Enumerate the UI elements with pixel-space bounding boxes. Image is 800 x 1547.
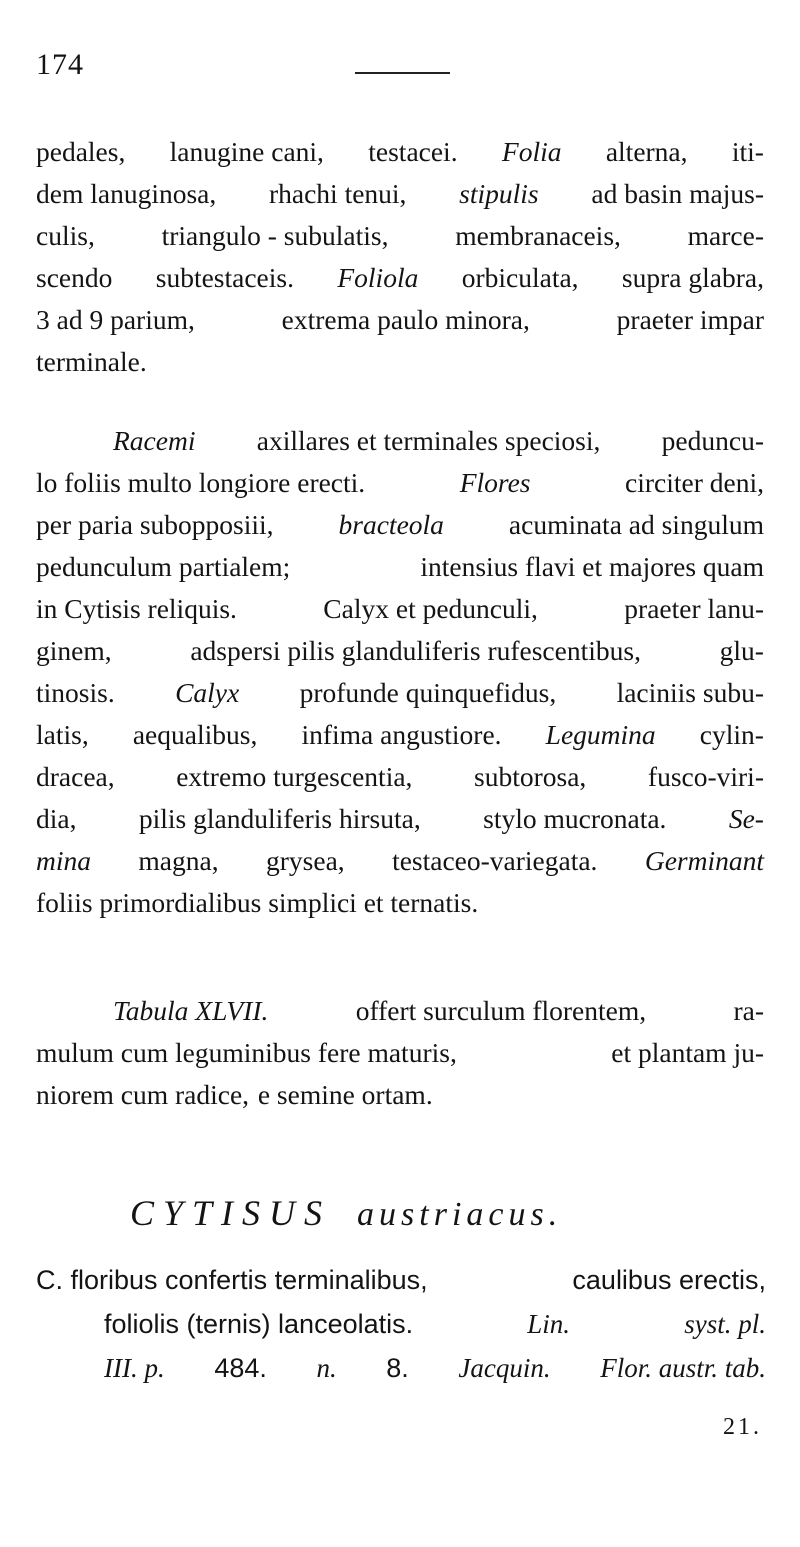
text-segment: magna, <box>138 845 219 876</box>
text-line <box>36 1032 764 1074</box>
text-segment: extremo turgescentia, <box>176 761 413 792</box>
text-segment: Tabula XLVII. <box>113 995 269 1026</box>
text-segment: latis, <box>36 719 89 750</box>
text-segment: dem lanuginosa, <box>36 178 217 209</box>
description-paragraph-1 <box>36 131 764 383</box>
text-segment: Se- <box>728 803 764 834</box>
text-segment: ginem, <box>36 635 112 666</box>
text-segment: extrema paulo minora, <box>281 304 530 335</box>
text-segment: praeter lanu- <box>624 593 764 624</box>
text-segment: rhachi tenui, <box>268 178 407 209</box>
text-line <box>36 546 764 588</box>
text-segment: Jacquin. <box>458 1353 551 1383</box>
species-heading <box>130 1192 562 1234</box>
text-segment: iti- <box>731 136 764 167</box>
text-segment: testacei. <box>368 136 458 167</box>
text-segment: supra glabra, <box>621 262 764 293</box>
text-segment: triangulo - subulatis, <box>161 220 389 251</box>
text-segment: infima angustiore. <box>301 719 502 750</box>
text-segment: mina <box>36 845 91 876</box>
text-segment: mulum cum leguminibus fere maturis, <box>36 1037 457 1068</box>
text-segment: Racemi <box>113 425 196 456</box>
text-segment: tinosis. <box>36 677 115 708</box>
text-segment: Flor. austr. tab. <box>600 1353 766 1383</box>
text-segment: lo foliis multo longiore erecti. <box>36 467 366 498</box>
text-segment: laciniis subu- <box>616 677 764 708</box>
text-segment: 8. <box>386 1353 409 1383</box>
text-segment: ad basin majus- <box>591 178 764 209</box>
text-segment: cylin- <box>699 719 764 750</box>
text-line <box>36 1302 766 1346</box>
text-segment: pilis glanduliferis hirsuta, <box>138 803 421 834</box>
text-segment: stylo mucronata. <box>483 803 667 834</box>
text-segment: circiter deni, <box>625 467 764 498</box>
text-segment: offert surculum florentem, <box>355 995 647 1026</box>
text-segment: pedales, <box>36 136 126 167</box>
text-segment: terminale. <box>36 346 147 377</box>
text-line <box>36 882 764 924</box>
text-line <box>36 840 764 882</box>
text-segment: dia, <box>36 803 77 834</box>
genus-name: CYTISUS <box>130 1193 332 1233</box>
species-diagnosis <box>36 1258 766 1390</box>
text-segment: fusco-viri- <box>647 761 764 792</box>
text-segment: Germinant <box>644 845 764 876</box>
text-line <box>36 257 764 299</box>
text-line <box>36 420 764 462</box>
text-segment: glu- <box>719 635 764 666</box>
text-segment: culis, <box>36 220 95 251</box>
text-segment: Lin. <box>527 1309 571 1339</box>
text-segment: caulibus erectis, <box>572 1265 766 1295</box>
text-segment: foliolis (ternis) lanceolatis. <box>104 1309 414 1339</box>
text-segment: C. floribus confertis terminalibus, <box>36 1265 428 1295</box>
text-segment: axillares et terminales speciosi, <box>256 425 601 456</box>
description-paragraph-3 <box>36 990 764 1116</box>
text-segment: dracea, <box>36 761 115 792</box>
text-segment: Calyx <box>175 677 240 708</box>
text-segment: acuminata ad singulum <box>508 509 764 540</box>
text-segment: n. <box>316 1353 337 1383</box>
text-line <box>36 1258 766 1302</box>
text-segment: e semine ortam. <box>257 1079 433 1110</box>
text-segment: Foliola <box>337 262 419 293</box>
text-segment: foliis primordialibus simplici et ternatis. <box>36 887 479 918</box>
text-segment: marce- <box>687 220 764 251</box>
text-segment: intensius flavi et majores quam <box>420 551 764 582</box>
text-segment: ra- <box>733 995 764 1026</box>
text-segment: bracteola <box>338 509 444 540</box>
header-rule <box>355 72 450 74</box>
text-segment: niorem cum radice, <box>36 1079 250 1110</box>
text-segment: orbiculata, <box>461 262 579 293</box>
text-segment: peduncu- <box>661 425 764 456</box>
text-segment: et plantam ju- <box>611 1037 764 1068</box>
text-segment: stipulis <box>459 178 539 209</box>
text-segment: alterna, <box>605 136 688 167</box>
text-line <box>36 990 764 1032</box>
text-line <box>36 798 764 840</box>
text-segment: syst. pl. <box>684 1309 766 1339</box>
species-epithet: austriacus. <box>357 1196 563 1233</box>
text-segment: pedunculum partialem; <box>36 551 291 582</box>
text-segment: Flores <box>459 467 531 498</box>
text-segment: praeter impar <box>616 304 764 335</box>
text-line <box>36 173 764 215</box>
text-segment: 484. <box>214 1353 267 1383</box>
text-segment: membranaceis, <box>455 220 621 251</box>
text-segment: 3 ad 9 parium, <box>36 304 195 335</box>
text-segment: Folia <box>501 136 562 167</box>
text-segment: subtestaceis. <box>155 262 294 293</box>
text-line <box>36 588 764 630</box>
text-segment: Legumina <box>545 719 656 750</box>
text-segment: profunde quinquefidus, <box>299 677 557 708</box>
catchword: 21. <box>723 1414 762 1440</box>
text-segment: scendo <box>36 262 113 293</box>
text-line <box>36 504 764 546</box>
text-segment: testaceo-variegata. <box>392 845 598 876</box>
text-segment: subtorosa, <box>474 761 587 792</box>
text-segment: Calyx et pedunculi, <box>323 593 538 624</box>
text-segment: grysea, <box>266 845 345 876</box>
text-line <box>36 215 764 257</box>
text-line <box>36 341 764 383</box>
text-segment: III. p. <box>104 1353 165 1383</box>
description-paragraph-2 <box>36 420 764 924</box>
text-segment: in Cytisis reliquis. <box>36 593 237 624</box>
text-line <box>36 756 764 798</box>
text-line <box>36 462 764 504</box>
text-segment: adspersi pilis glanduliferis rufescentibus, <box>190 635 641 666</box>
text-line <box>36 714 764 756</box>
text-segment: aequalibus, <box>132 719 258 750</box>
text-line <box>36 131 764 173</box>
text-line <box>36 672 764 714</box>
text-line <box>36 1346 766 1390</box>
text-segment: lanugine cani, <box>169 136 324 167</box>
page-number: 174 <box>36 48 84 81</box>
text-line <box>36 299 764 341</box>
text-line <box>36 1074 764 1116</box>
text-segment: per paria subopposiii, <box>36 509 274 540</box>
text-line <box>36 630 764 672</box>
